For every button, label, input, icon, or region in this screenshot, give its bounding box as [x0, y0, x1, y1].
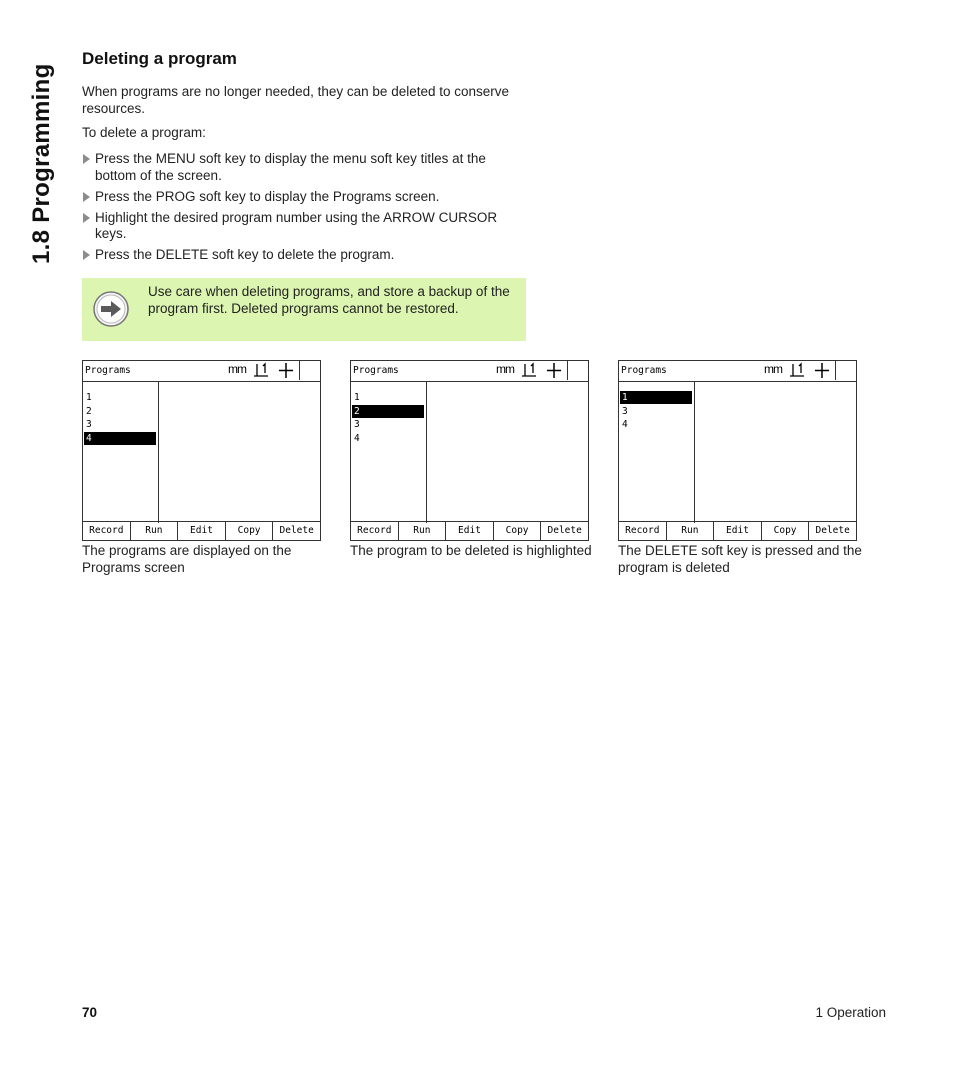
note-box	[82, 278, 526, 341]
program-list-item[interactable]: 4	[354, 432, 360, 444]
screen-header	[351, 361, 588, 382]
program-list-item[interactable]: 1	[354, 392, 360, 403]
screen-caption-1: The programs are displayed on the Programs screen	[82, 543, 292, 575]
bullet-arrow-icon	[83, 250, 90, 260]
screen-header	[83, 361, 320, 382]
program-list-item[interactable]: 3	[354, 419, 360, 430]
program-list-item[interactable]: 2	[86, 405, 92, 417]
status-box	[567, 360, 590, 380]
screen-caption-2: The program to be deleted is highlighted	[350, 543, 592, 558]
softkey-delete[interactable]: Delete	[815, 525, 850, 536]
crosshair-icon	[545, 362, 563, 379]
program-list-item[interactable]: 1	[86, 392, 92, 403]
step-item: Press the PROG soft key to display the Programs screen.	[82, 189, 527, 206]
softkey-copy[interactable]: Copy	[494, 522, 542, 540]
step-list	[82, 151, 527, 268]
program-list-item[interactable]: 4	[84, 432, 156, 445]
screen-caption-3: The DELETE soft key is pressed and the program is deleted	[618, 543, 862, 575]
screen-title: Programs	[85, 365, 131, 376]
softkey-edit[interactable]: Edit	[178, 522, 226, 540]
screen-title: Programs	[353, 365, 399, 376]
status-box	[299, 360, 322, 380]
softkey-bar	[351, 521, 588, 540]
softkey-record[interactable]: Record	[619, 522, 667, 540]
step-item: Press the DELETE soft key to delete the program.	[82, 247, 527, 264]
softkey-copy[interactable]: Copy	[226, 522, 274, 540]
section-tab	[28, 40, 58, 280]
softkey-record[interactable]: Record	[83, 522, 131, 540]
intro-paragraph: When programs are no longer needed, they can be deleted to conserve resources.	[82, 84, 510, 116]
page-heading: Deleting a program	[82, 49, 237, 68]
softkey-bar	[83, 521, 320, 540]
unit-indicator: mm	[496, 362, 514, 376]
program-list-item[interactable]: 2	[352, 405, 424, 418]
bullet-arrow-icon	[83, 154, 90, 164]
program-list	[351, 381, 427, 523]
page-number: 70	[82, 1005, 98, 1020]
step-item: Highlight the desired program number using the ARROW CURSOR keys.	[82, 210, 527, 243]
datum-reference-icon	[521, 362, 539, 379]
program-list	[619, 381, 695, 523]
bullet-arrow-icon	[83, 213, 90, 223]
chapter-label: 1 Operation	[815, 1005, 886, 1020]
datum-reference-icon	[253, 362, 271, 379]
lead-paragraph: To delete a program:	[82, 125, 206, 140]
program-list-item[interactable]: 3	[622, 405, 628, 417]
unit-indicator: mm	[228, 362, 246, 376]
note-text: Use care when deleting programs, and store a backup of the program first. Deleted programs cannot be restored.	[148, 284, 510, 316]
softkey-run[interactable]: Run	[667, 522, 715, 540]
bullet-arrow-icon	[83, 192, 90, 202]
crosshair-icon	[813, 362, 831, 379]
program-list	[83, 381, 159, 523]
softkey-run[interactable]: Run	[399, 522, 447, 540]
softkey-record[interactable]: Record	[351, 522, 399, 540]
arrow-right-circle-icon	[92, 290, 130, 328]
screen-title: Programs	[621, 365, 667, 376]
softkey-bar	[619, 521, 856, 540]
crosshair-icon	[277, 362, 295, 379]
softkey-edit[interactable]: Edit	[714, 522, 762, 540]
program-list-item[interactable]: 3	[86, 419, 92, 430]
softkey-delete[interactable]: Delete	[547, 525, 582, 536]
datum-reference-icon	[789, 362, 807, 379]
program-list-item[interactable]: 4	[622, 419, 628, 430]
screen-header	[619, 361, 856, 382]
step-item: Press the MENU soft key to display the menu soft key titles at the bottom of the screen.	[82, 151, 527, 184]
unit-indicator: mm	[764, 362, 782, 376]
programs-screen-3	[618, 360, 857, 541]
program-list-item[interactable]: 1	[620, 391, 692, 404]
programs-screen-1	[82, 360, 321, 541]
status-box	[835, 360, 858, 380]
softkey-run[interactable]: Run	[131, 522, 179, 540]
section-tab-label: 1.8 Programming	[28, 63, 55, 264]
softkey-copy[interactable]: Copy	[762, 522, 810, 540]
programs-screen-2	[350, 360, 589, 541]
softkey-delete[interactable]: Delete	[279, 525, 314, 536]
softkey-edit[interactable]: Edit	[446, 522, 494, 540]
